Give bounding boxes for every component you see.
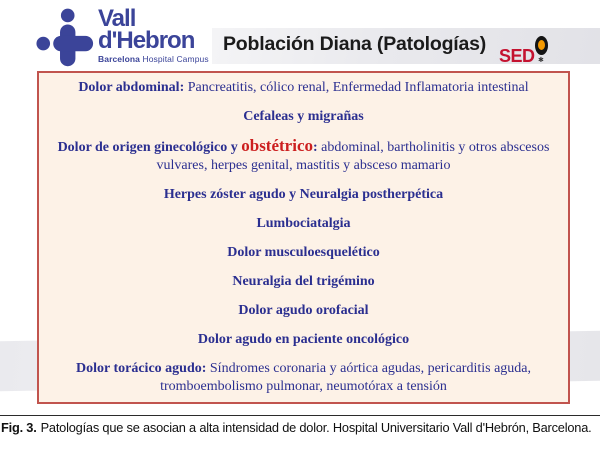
slide-title: Población Diana (Patologías) [223, 33, 487, 55]
vall-dhebron-logo [36, 5, 209, 70]
pathology-text-bold: Dolor torácico agudo: [76, 360, 207, 376]
logo-name-line2: d'Hebron [98, 27, 195, 55]
pathology-item [51, 137, 556, 175]
pathology-text-normal: abdominal, bartholinitis y otros abscesos vulvares, herpes genital, mastitis y absceso mamario [156, 139, 550, 174]
pathology-text-bold: Herpes zóster agudo y Neuralgia postherpética [163, 187, 444, 202]
pathology-item [51, 215, 556, 233]
sed-logo-mark-icon: ✱ [538, 57, 544, 64]
pathology-item [51, 108, 556, 126]
pathology-item [51, 186, 556, 204]
pathology-text-normal: Pancreatitis, cólico renal, Enfermedad Inflamatoria intestinal [184, 80, 529, 95]
logo-campus [98, 54, 209, 64]
pathology-item [51, 244, 556, 262]
figure-caption [1, 420, 599, 435]
logo-name-line1: Vall [98, 5, 136, 32]
pathology-text-bold: Lumbociatalgia [256, 215, 351, 231]
caption-divider [0, 415, 600, 416]
sed-logo-text: SED [499, 46, 535, 66]
pathology-text-bold: Dolor de origen ginecológico y [57, 139, 242, 155]
pathology-item [51, 302, 556, 320]
pathology-text-bold: Neuralgia del trigémino [232, 273, 375, 289]
pathology-item [51, 273, 556, 291]
sed-logo-dot-icon [535, 36, 548, 55]
logo-campus-bold: Barcelona [98, 54, 141, 65]
sed-logo-dot-inner [538, 40, 545, 50]
figure-caption-text: Patologías que se asocian a alta intensidad de dolor. Hospital Universitario Vall d'Hebrón, Barcelona. [40, 420, 592, 435]
pathology-item [51, 331, 556, 349]
pathology-list [37, 71, 570, 404]
pathology-text-bold: Dolor musculoesquelético [227, 244, 380, 260]
hospital-cross-icon [36, 8, 94, 70]
pathology-item [51, 79, 556, 97]
pathology-text-bold: : [313, 139, 318, 155]
pathology-text-bold: Dolor agudo en paciente oncológico [197, 331, 410, 347]
figure-caption-label: Fig. 3. [1, 420, 37, 435]
pathology-text-accent: obstétrico [241, 135, 313, 155]
logo-text [98, 5, 209, 65]
pathology-item [51, 360, 556, 396]
logo-campus-rest: Hospital Campus [140, 54, 209, 65]
pathology-text-bold: Dolor abdominal: [78, 80, 185, 95]
pathology-text-bold: Cefaleas y migrañas [243, 108, 364, 124]
pathology-text-bold: Dolor agudo orofacial [238, 302, 369, 318]
pathology-text-normal: Síndromes coronaria y aórtica agudas, pericarditis aguda, tromboembolismo pulmonar, neumotórax a tensión [160, 360, 531, 394]
sed-logo [499, 36, 553, 72]
